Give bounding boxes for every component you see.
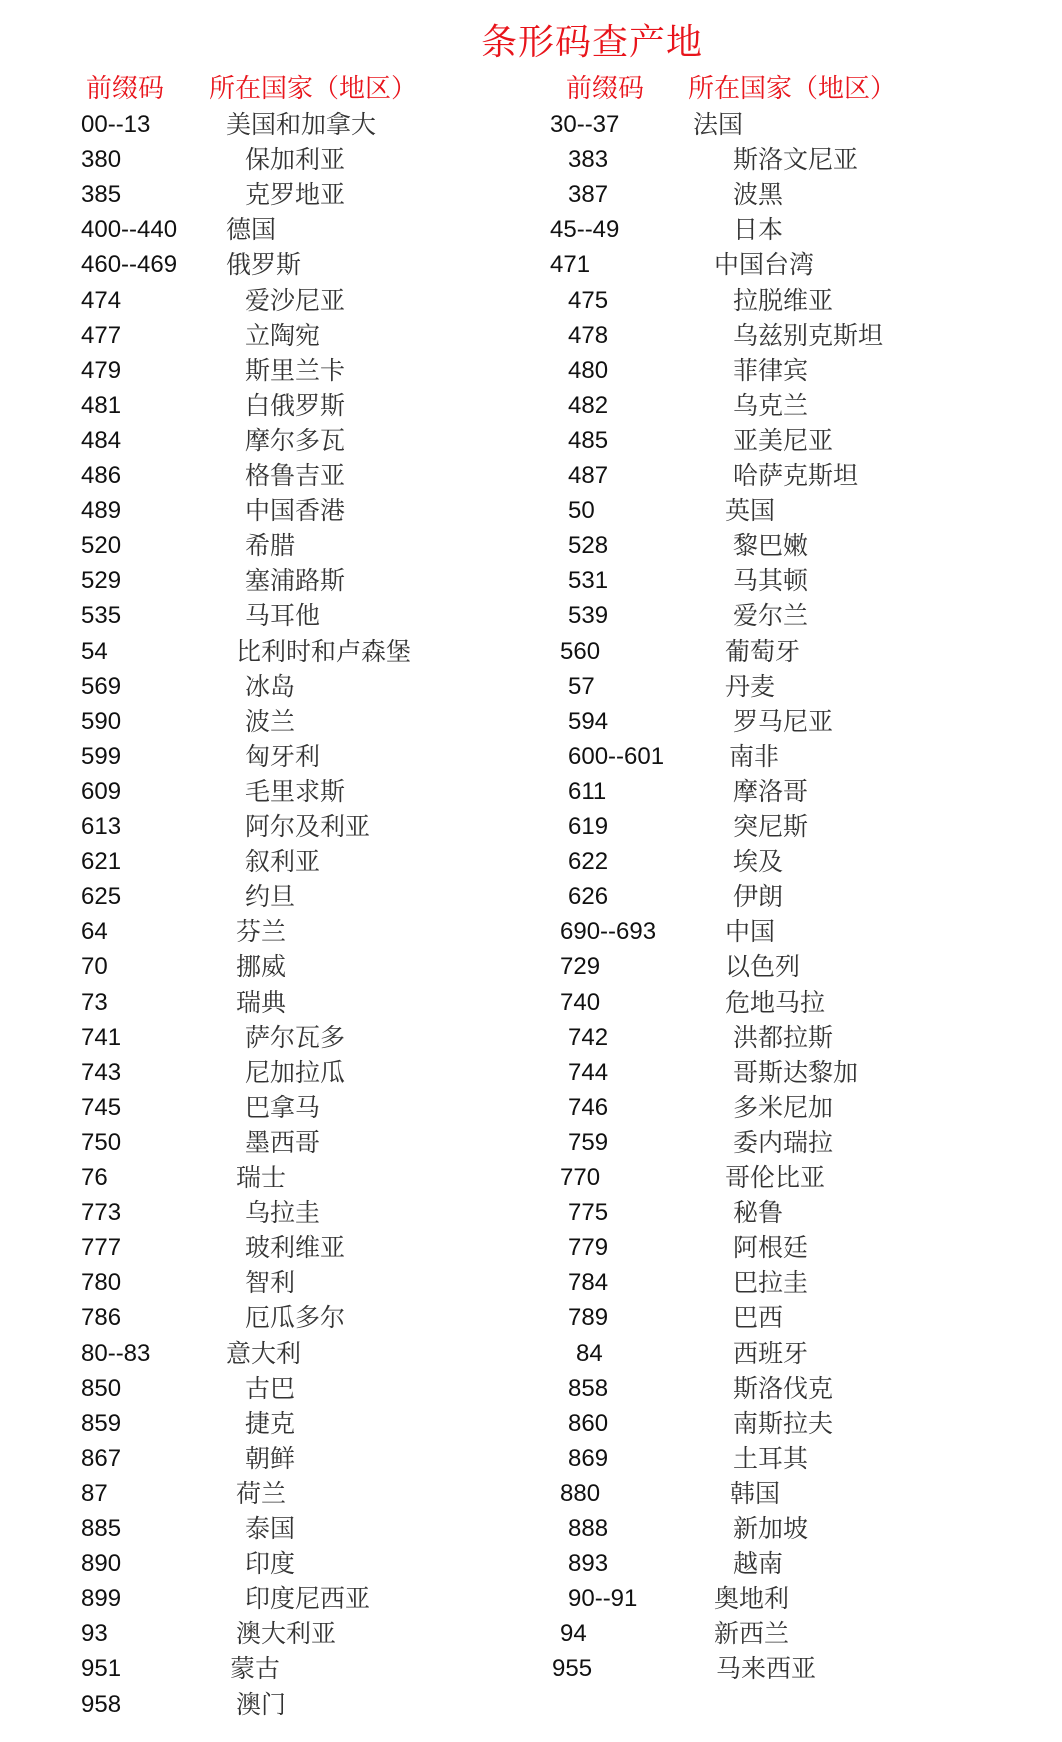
country-name: 丹麦: [725, 671, 776, 701]
prefix-code: 619: [568, 813, 609, 840]
country-name: 阿根廷: [733, 1233, 809, 1263]
prefix-code: 885: [81, 1515, 122, 1542]
country-name: 古巴: [245, 1373, 296, 1403]
country-name: 阿尔及利亚: [245, 812, 371, 841]
prefix-code: 54: [81, 637, 108, 665]
country-name: 奥地利: [714, 1584, 790, 1614]
prefix-code: 80--83: [81, 1339, 151, 1367]
left-prefix-header: 前缀码: [86, 74, 165, 104]
prefix-code: 611: [568, 777, 607, 805]
prefix-code: 387: [568, 181, 609, 209]
country-name: 匈牙利: [245, 741, 321, 771]
country-name: 叙利亚: [245, 847, 321, 877]
prefix-code: 479: [81, 356, 122, 384]
country-name: 挪威: [236, 952, 287, 982]
prefix-code: 621: [81, 848, 122, 876]
country-name: 尼加拉瓜: [245, 1057, 346, 1087]
left-country-header: 所在国家（地区）: [209, 74, 418, 104]
prefix-code: 477: [81, 321, 122, 349]
prefix-code: 383: [568, 146, 609, 174]
country-name: 巴拿马: [245, 1092, 321, 1122]
country-name: 芬兰: [236, 917, 287, 947]
prefix-code: 400--440: [81, 216, 178, 244]
country-name: 萨尔瓦多: [245, 1022, 346, 1052]
prefix-code: 569: [81, 672, 122, 700]
country-name: 韩国: [730, 1478, 781, 1508]
country-name: 黎巴嫩: [733, 531, 809, 561]
country-name: 马来西亚: [716, 1654, 817, 1684]
prefix-code: 480: [568, 356, 609, 384]
country-name: 英国: [725, 496, 776, 526]
prefix-code: 745: [81, 1093, 122, 1121]
prefix-code: 84: [576, 1339, 603, 1367]
country-name: 罗马尼亚: [733, 706, 834, 736]
prefix-code: 70: [81, 953, 108, 981]
prefix-code: 746: [568, 1093, 609, 1121]
prefix-code: 489: [81, 497, 122, 525]
prefix-code: 744: [568, 1058, 609, 1086]
country-name: 朝鲜: [245, 1443, 296, 1473]
country-name: 斯洛文尼亚: [733, 145, 859, 175]
country-name: 越南: [733, 1549, 784, 1579]
country-name: 智利: [245, 1268, 296, 1298]
prefix-code: 594: [568, 707, 609, 735]
country-name: 荷兰: [236, 1478, 287, 1508]
country-name: 乌拉圭: [245, 1198, 321, 1228]
country-name: 多米尼加: [733, 1092, 834, 1122]
prefix-code: 789: [568, 1304, 609, 1332]
country-name: 摩洛哥: [733, 776, 809, 806]
prefix-code: 613: [81, 813, 122, 840]
country-name: 南斯拉夫: [733, 1408, 834, 1438]
prefix-code: 859: [81, 1409, 122, 1437]
country-name: 西班牙: [733, 1338, 809, 1368]
prefix-code: 955: [552, 1655, 593, 1683]
country-name: 洪都拉斯: [733, 1022, 834, 1052]
prefix-code: 50: [568, 497, 595, 525]
country-name: 新西兰: [714, 1619, 790, 1649]
prefix-code: 770: [560, 1164, 601, 1191]
country-name: 爱尔兰: [733, 601, 809, 631]
country-name: 立陶宛: [245, 320, 321, 350]
country-name: 约旦: [245, 882, 296, 912]
country-name: 哈萨克斯坦: [733, 461, 859, 490]
country-name: 克罗地亚: [245, 180, 346, 210]
country-name: 美国和加拿大: [226, 110, 377, 139]
prefix-code: 690--693: [560, 918, 657, 946]
prefix-code: 87: [81, 1479, 108, 1507]
prefix-code: 858: [568, 1374, 609, 1402]
country-name: 比利时和卢森堡: [236, 636, 412, 666]
right-prefix-header: 前缀码: [566, 74, 645, 104]
prefix-code: 880: [560, 1479, 601, 1507]
country-name: 波黑: [733, 180, 784, 210]
country-name: 亚美尼亚: [733, 425, 834, 455]
country-name: 巴西: [733, 1303, 784, 1333]
right-country-header: 所在国家（地区）: [688, 74, 897, 104]
prefix-code: 482: [568, 391, 609, 419]
prefix-code: 93: [81, 1620, 108, 1648]
prefix-code: 539: [568, 602, 609, 630]
country-name: 巴拉圭: [733, 1268, 809, 1298]
prefix-code: 780: [81, 1269, 122, 1297]
prefix-code: 600--601: [568, 742, 665, 770]
prefix-code: 94: [560, 1620, 587, 1648]
country-name: 危地马拉: [725, 987, 826, 1017]
country-name: 南非: [729, 741, 780, 771]
country-name: 马其顿: [733, 566, 809, 596]
country-name: 哥伦比亚: [725, 1163, 826, 1192]
country-name: 波兰: [245, 706, 296, 736]
prefix-code: 460--469: [81, 251, 178, 279]
country-name: 摩尔多瓦: [245, 425, 346, 455]
country-name: 法国: [693, 110, 744, 139]
country-name: 菲律宾: [733, 355, 809, 385]
country-name: 瑞士: [236, 1163, 287, 1192]
country-name: 墨西哥: [245, 1127, 321, 1157]
prefix-code: 626: [568, 883, 609, 911]
country-name: 意大利: [226, 1338, 302, 1368]
prefix-code: 64: [81, 918, 108, 946]
prefix-code: 599: [81, 742, 122, 770]
country-name: 泰国: [245, 1514, 296, 1543]
prefix-code: 850: [81, 1374, 122, 1402]
prefix-code: 385: [81, 181, 122, 209]
prefix-code: 529: [81, 567, 122, 595]
country-name: 斯里兰卡: [245, 355, 346, 385]
prefix-code: 531: [568, 567, 609, 595]
prefix-code: 741: [81, 1023, 122, 1051]
prefix-code: 76: [81, 1164, 108, 1191]
country-name: 委内瑞拉: [733, 1127, 834, 1157]
country-name: 突尼斯: [733, 812, 809, 841]
country-name: 马耳他: [245, 601, 321, 631]
prefix-code: 520: [81, 532, 122, 560]
country-name: 拉脱维亚: [733, 285, 834, 315]
country-name: 中国香港: [245, 496, 346, 526]
prefix-code: 30--37: [550, 111, 620, 138]
prefix-code: 869: [568, 1444, 609, 1472]
country-name: 希腊: [245, 531, 296, 561]
prefix-code: 958: [81, 1690, 122, 1718]
prefix-code: 590: [81, 707, 122, 735]
country-name: 毛里求斯: [245, 776, 346, 806]
country-name: 乌兹别克斯坦: [733, 320, 884, 350]
country-name: 澳门: [236, 1689, 287, 1719]
country-name: 以色列: [725, 952, 801, 982]
prefix-code: 729: [560, 953, 601, 981]
country-name: 冰岛: [245, 671, 296, 701]
country-name: 捷克: [245, 1408, 296, 1438]
prefix-code: 784: [568, 1269, 609, 1297]
country-name: 斯洛伐克: [733, 1373, 834, 1403]
prefix-code: 471: [550, 251, 591, 279]
prefix-code: 474: [81, 286, 122, 314]
country-name: 伊朗: [733, 882, 784, 912]
prefix-code: 73: [81, 988, 108, 1016]
country-name: 爱沙尼亚: [245, 285, 346, 315]
prefix-code: 899: [81, 1585, 122, 1613]
prefix-code: 773: [81, 1199, 122, 1227]
country-name: 土耳其: [733, 1443, 809, 1473]
prefix-code: 860: [568, 1409, 609, 1437]
country-name: 厄瓜多尔: [245, 1303, 346, 1333]
country-name: 印度: [245, 1549, 296, 1579]
prefix-code: 786: [81, 1304, 122, 1332]
prefix-code: 893: [568, 1550, 609, 1578]
prefix-code: 485: [568, 426, 609, 454]
country-name: 乌克兰: [733, 390, 809, 420]
country-name: 瑞典: [236, 987, 287, 1017]
country-name: 新加坡: [733, 1514, 809, 1543]
prefix-code: 951: [81, 1655, 122, 1683]
prefix-code: 528: [568, 532, 609, 560]
prefix-code: 45--49: [550, 216, 620, 244]
country-name: 德国: [226, 215, 277, 245]
prefix-code: 00--13: [81, 111, 151, 138]
prefix-code: 486: [81, 462, 122, 489]
country-name: 哥斯达黎加: [733, 1057, 859, 1087]
page-title: 条形码查产地: [480, 22, 703, 63]
prefix-code: 57: [568, 672, 595, 700]
prefix-code: 475: [568, 286, 609, 314]
prefix-code: 625: [81, 883, 122, 911]
prefix-code: 777: [81, 1234, 122, 1262]
country-name: 秘鲁: [733, 1198, 784, 1228]
country-name: 埃及: [733, 847, 784, 877]
country-name: 中国台湾: [714, 250, 815, 280]
prefix-code: 743: [81, 1058, 122, 1086]
prefix-code: 750: [81, 1128, 122, 1156]
country-name: 保加利亚: [245, 145, 346, 175]
prefix-code: 487: [568, 462, 609, 489]
prefix-code: 888: [568, 1515, 609, 1542]
prefix-code: 742: [568, 1023, 609, 1051]
prefix-code: 779: [568, 1234, 609, 1262]
prefix-code: 484: [81, 426, 122, 454]
prefix-code: 609: [81, 777, 122, 805]
prefix-code: 535: [81, 602, 122, 630]
country-name: 蒙古: [230, 1654, 281, 1684]
prefix-code: 481: [81, 391, 122, 419]
prefix-code: 622: [568, 848, 609, 876]
country-name: 玻利维亚: [245, 1233, 346, 1263]
country-name: 塞浦路斯: [245, 566, 346, 596]
country-name: 白俄罗斯: [245, 390, 346, 420]
country-name: 印度尼西亚: [245, 1584, 371, 1614]
country-name: 澳大利亚: [236, 1619, 337, 1649]
country-name: 日本: [733, 215, 784, 245]
prefix-code: 740: [560, 988, 601, 1016]
prefix-code: 380: [81, 146, 122, 174]
prefix-code: 90--91: [568, 1585, 638, 1613]
prefix-code: 890: [81, 1550, 122, 1578]
prefix-code: 560: [560, 637, 601, 665]
country-name: 俄罗斯: [226, 250, 302, 280]
prefix-code: 867: [81, 1444, 122, 1472]
prefix-code: 759: [568, 1128, 609, 1156]
country-name: 葡萄牙: [725, 636, 801, 666]
prefix-code: 775: [568, 1199, 609, 1227]
country-name: 中国: [725, 917, 776, 947]
country-name: 格鲁吉亚: [245, 461, 346, 490]
prefix-code: 478: [568, 321, 609, 349]
